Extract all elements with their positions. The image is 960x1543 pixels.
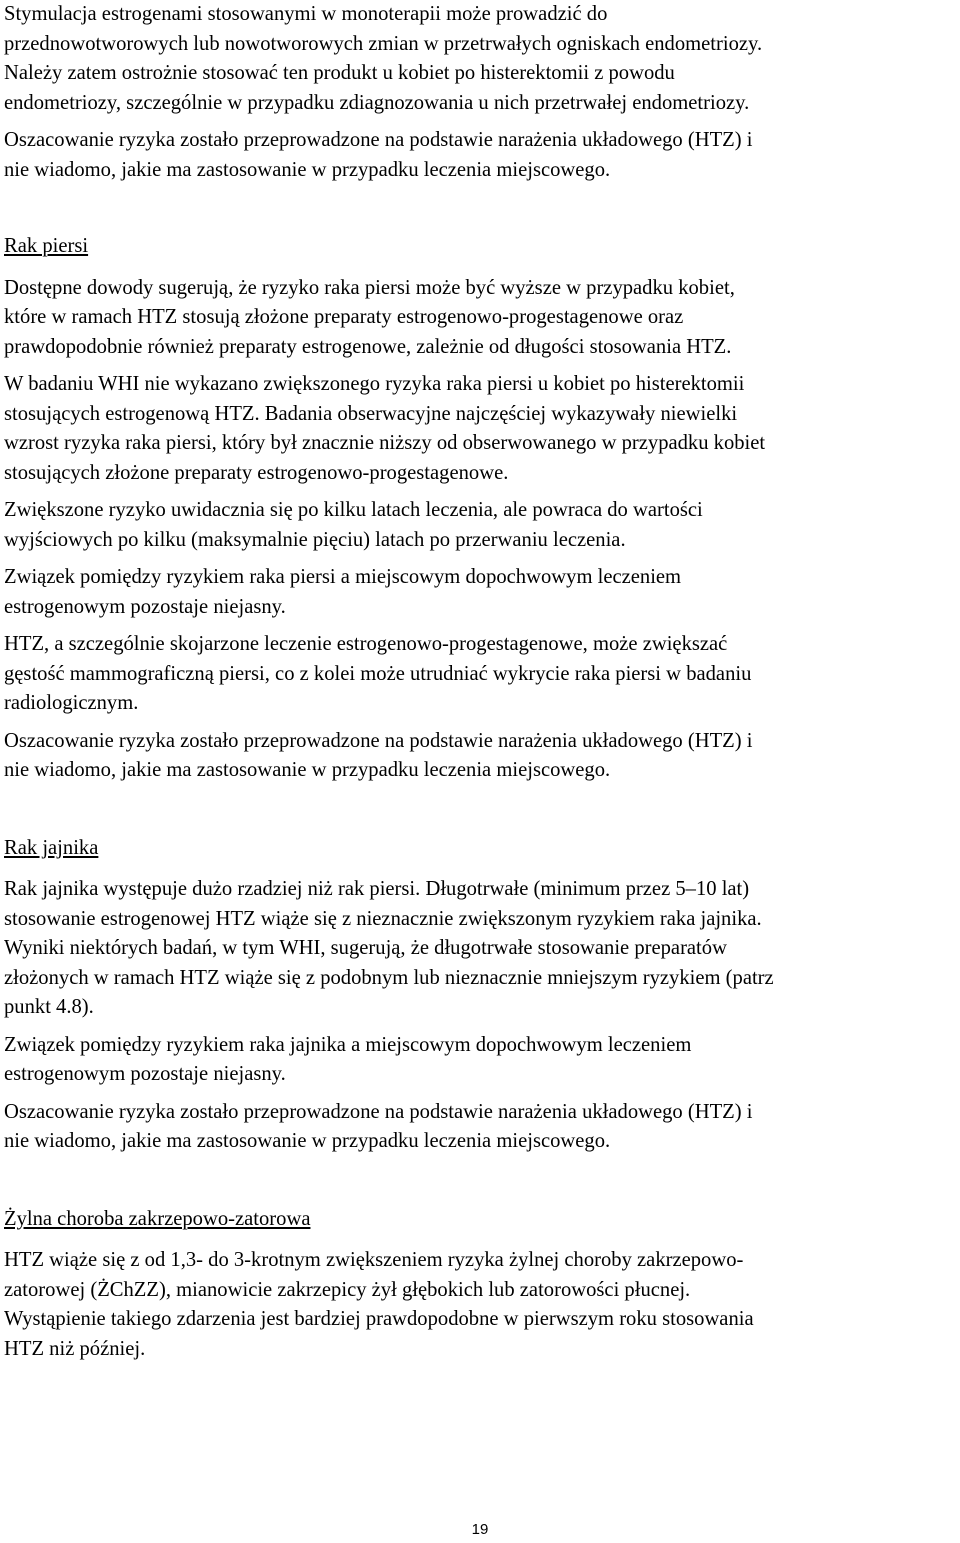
paragraph-endometriosis-line-1: Stymulacja estrogenami stosowanymi w monoterapii może prowadzić do xyxy=(4,3,608,25)
paragraph-ovarian-line-2: stosowanie estrogenowej HTZ wiąże się z nieznacznie zwiększonym ryzykiem raka jajnika. xyxy=(4,907,762,930)
paragraph-ovarian-line-1: Rak jajnika występuje dużo rzadziej niż rak piersi. Długotrwałe (minimum przez 5–10 lat) xyxy=(4,878,750,900)
paragraph-risk-note-1-line-1: Oszacowanie ryzyka zostało przeprowadzone na podstawie narażenia układowego (HTZ) i xyxy=(4,129,753,151)
paragraph-breast-local-line-1: Związek pomiędzy ryzykiem raka piersi a miejscowym dopochwowym leczeniem xyxy=(4,566,682,588)
paragraph-risk-note-2-line-2: nie wiadomo, jakie ma zastosowanie w przypadku leczenia miejscowego. xyxy=(4,759,611,781)
paragraph-ovarian-local-line-2: estrogenowym pozostaje niejasny. xyxy=(4,1063,286,1085)
paragraph-vte-line-1: HTZ wiąże się z od 1,3- do 3-krotnym zwiększeniem ryzyka żylnej choroby zakrzepowo- xyxy=(4,1249,744,1271)
paragraph-vte-line-2: zatorowej (ŻChZZ), mianowicie zakrzepicy żył głębokich lub zatorowości płucnej. xyxy=(4,1278,691,1301)
paragraph-whi-line-4: stosujących złożone preparaty estrogenowo-progestagenowe. xyxy=(4,461,509,484)
paragraph-increased-risk-line-2: wyjściowych po kilku (maksymalnie pięciu) latach po przerwaniu leczenia. xyxy=(4,528,626,551)
page-number: 19 xyxy=(471,1521,489,1538)
paragraph-ovarian-line-4: złożonych w ramach HTZ wiąże się z podobnym lub nieznacznie mniejszym ryzykiem (patrz xyxy=(4,966,774,989)
paragraph-ovarian-local-line-1: Związek pomiędzy ryzykiem raka jajnika a miejscowym dopochwowym leczeniem xyxy=(4,1033,692,1056)
paragraph-risk-note-3-line-2: nie wiadomo, jakie ma zastosowanie w przypadku leczenia miejscowego. xyxy=(4,1130,611,1152)
paragraph-risk-note-1-line-2: nie wiadomo, jakie ma zastosowanie w przypadku leczenia miejscowego. xyxy=(4,158,611,181)
paragraph-risk-note-3-line-1: Oszacowanie ryzyka zostało przeprowadzone na podstawie narażenia układowego (HTZ) i xyxy=(4,1100,753,1123)
paragraph-vte-line-4: HTZ niż później. xyxy=(4,1337,146,1360)
paragraph-breast-evidence-line-3: prawdopodobnie również preparaty estrogenowe, zależnie od długości stosowania HTZ. xyxy=(4,335,732,358)
paragraph-breast-evidence-line-1: Dostępne dowody sugerują, że ryzyko raka piersi może być wyższe w przypadku kobiet, xyxy=(4,276,735,299)
section-heading-vte: Żylna choroba zakrzepowo-zatorowa xyxy=(4,1207,311,1230)
section-heading-breast-cancer: Rak piersi xyxy=(4,235,89,257)
paragraph-breast-local-line-2: estrogenowym pozostaje niejasny. xyxy=(4,595,286,618)
paragraph-increased-risk-line-1: Zwiększone ryzyko uwidacznia się po kilku latach leczenia, ale powraca do wartości xyxy=(4,499,703,521)
paragraph-density-line-1: HTZ, a szczególnie skojarzone leczenie estrogenowo-progestagenowe, może zwiększać xyxy=(4,633,728,655)
paragraph-whi-line-1: W badaniu WHI nie wykazano zwiększonego ryzyka raka piersi u kobiet po histerektomii xyxy=(4,373,745,395)
paragraph-density-line-3: radiologicznym. xyxy=(4,692,139,714)
paragraph-breast-evidence-line-2: które w ramach HTZ stosują złożone preparaty estrogenowo-progestagenowe oraz xyxy=(4,306,684,328)
paragraph-vte-line-3: Wystąpienie takiego zdarzenia jest bardziej prawdopodobne w pierwszym roku stosowania xyxy=(4,1308,754,1330)
section-heading-ovarian-cancer: Rak jajnika xyxy=(4,836,99,859)
paragraph-whi-line-2: stosujących estrogenową HTZ. Badania obserwacyjne najczęściej wykazywały niewielki xyxy=(4,402,738,425)
paragraph-whi-line-3: wzrost ryzyka raka piersi, który był znacznie niższy od obserwowanego w przypadku kobiet xyxy=(4,432,766,454)
paragraph-endometriosis-line-4: endometriozy, szczególnie w przypadku zdiagnozowania u nich przetrwałej endometriozy. xyxy=(4,91,750,114)
paragraph-ovarian-line-5: punkt 4.8). xyxy=(4,996,94,1018)
paragraph-endometriosis-line-2: przednowotworowych lub nowotworowych zmian w przetrwałych ogniskach endometriozy. xyxy=(4,32,763,55)
paragraph-density-line-2: gęstość mammograficzną piersi, co z kolei może utrudniać wykrycie raka piersi w badaniu xyxy=(4,662,752,685)
paragraph-risk-note-2-line-1: Oszacowanie ryzyka zostało przeprowadzone na podstawie narażenia układowego (HTZ) i xyxy=(4,729,753,752)
paragraph-ovarian-line-3: Wyniki niektórych badań, w tym WHI, sugerują, że długotrwałe stosowanie preparatów xyxy=(4,937,727,959)
document-page xyxy=(4,0,956,1364)
paragraph-endometriosis-line-3: Należy zatem ostrożnie stosować ten produkt u kobiet po histerektomii z powodu xyxy=(4,62,675,84)
